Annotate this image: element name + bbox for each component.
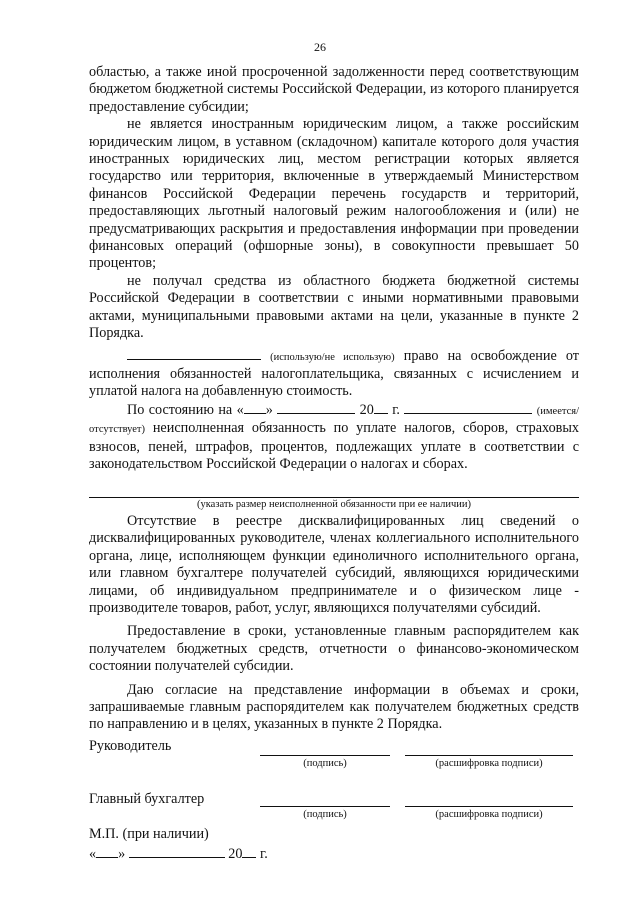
vat-hint: (использую/не использую) xyxy=(270,351,395,363)
accountant-label: Главный бухгалтер xyxy=(89,791,205,807)
paragraph-debt: областью, а также иной просроченной задолженности перед соответствующим бюджетом бюджетной системы Российской Федерации, из которого планируется предоставление субсидии; xyxy=(89,64,579,115)
document-body-2 xyxy=(89,513,579,734)
vat-text: право на освобождение от исполнения обязанностей налогоплательщика, связанных с исчислением и уплатой налога на добавленную стоимость. xyxy=(89,347,580,400)
head-decode-line xyxy=(405,755,573,756)
paragraph-status xyxy=(89,401,579,474)
paragraph-foreign: не является иностранным юридическим лицом, а также российским юридическим лицом, в уставном (складочном) капитале которого доля участия иностранных юридических лиц, местом регистрации которых является государство или территория, включенные в утверждаемый Министерством финансов Российской Федерации перечень государств и территорий, предоставляющих льготный налоговый режим налогообложения и (или) не предусматривающих раскрытия и предоставления информации при проведении финансовых операций (офшорные зоны), в совокупности превышает 50 процентов; xyxy=(89,116,579,272)
head-label: Руководитель xyxy=(89,738,172,754)
date-month-blank xyxy=(129,845,225,858)
document-body xyxy=(89,64,579,473)
paragraph-funds: не получал средства из областного бюджета бюджетной системы Российской Федерации в соответствии с иными нормативными правовыми актами, муниципальными правовыми актами на цели, указанные в пункте 2 Порядка. xyxy=(89,272,579,342)
accountant-decode-caption: (расшифровка подписи) xyxy=(435,809,543,820)
accountant-sign-line xyxy=(260,806,390,807)
status-month-blank xyxy=(277,401,355,414)
head-decode-caption: (расшифровка подписи) xyxy=(435,758,543,769)
status-year: 20 xyxy=(355,401,374,418)
amount-line xyxy=(89,497,579,498)
date-close: » xyxy=(118,846,129,862)
status-value-blank xyxy=(404,401,532,414)
paragraph-consent: Даю согласие на представление информации в объемах и сроки, запрашиваемые главным распорядителем как получателем бюджетных средств по направлению и в целях, указанных в пункте 2 Порядка. xyxy=(89,681,579,733)
status-prefix: По состоянию на « xyxy=(127,401,244,418)
status-year-blank xyxy=(374,401,388,414)
date-year: 20 xyxy=(224,846,243,862)
date-row xyxy=(89,845,268,863)
status-text: неисполненная обязанность по уплате налогов, сборов, страховых взносов, пеней, штрафов, процентов, подлежащих уплате в соответствии с законодательством Российской Федерации о налогах и сборах. xyxy=(89,420,579,472)
accountant-sign-caption: (подпись) xyxy=(303,809,347,820)
status-mid: » xyxy=(265,401,278,418)
date-suffix: г. xyxy=(256,846,268,862)
date-year-blank xyxy=(242,845,256,858)
paragraph-reporting: Предоставление в сроки, установленные главным распорядителем как получателем бюджетных средств, отчетности о финансово-экономическом состоянии получателей субсидии. xyxy=(89,623,579,675)
status-hint: (имеется/отсутствует) xyxy=(89,405,580,436)
status-suffix: г. xyxy=(387,401,405,418)
head-sign-line xyxy=(260,755,390,756)
stamp-label: М.П. (при наличии) xyxy=(89,826,209,842)
head-sign-caption: (подпись) xyxy=(303,758,347,769)
date-day-blank xyxy=(96,845,118,858)
status-day-blank xyxy=(244,401,266,414)
page-number: 26 xyxy=(314,40,326,54)
amount-caption: (указать размер неисполненной обязанности при ее наличии) xyxy=(196,499,472,510)
date-open: « xyxy=(89,846,97,862)
vat-blank xyxy=(127,347,261,360)
paragraph-vat xyxy=(89,347,579,401)
accountant-decode-line xyxy=(405,806,573,807)
paragraph-disqualified: Отсутствие в реестре дисквалифицированных лиц сведений о дисквалифицированных руководителе, членах коллегиального исполнительного органа, лице, исполняющем функции единоличного исполнительного органа, или главном бухгалтере получателей субсидий, являющихся юридическими лицами, об индивидуальном предпринимателе и о физическом лице - производителе товаров, работ, услуг, являющихся получателями субсидий. xyxy=(89,513,579,617)
